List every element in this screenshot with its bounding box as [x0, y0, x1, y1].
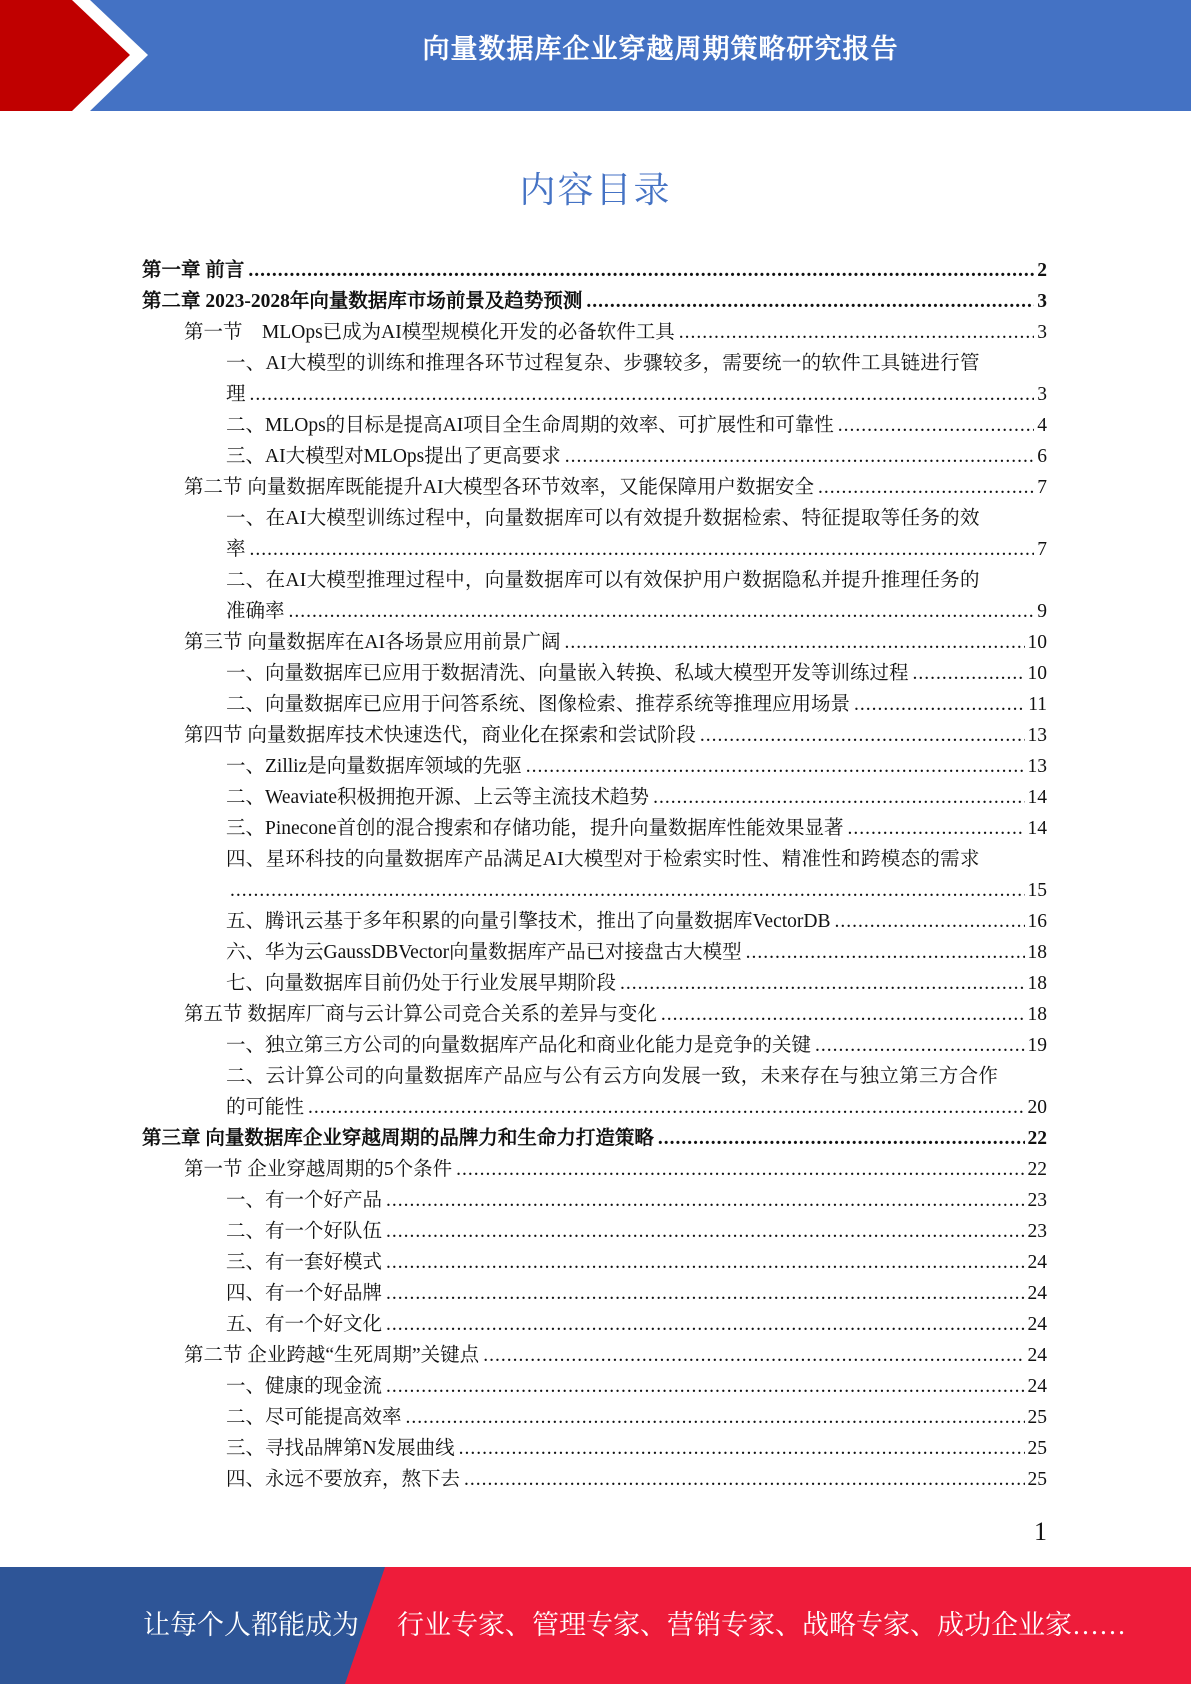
toc-entry-page-number: 24 [1027, 1376, 1047, 1397]
toc-dot-leader [526, 751, 1025, 782]
toc-dot-leader [653, 782, 1024, 813]
toc-entry-page-number: 14 [1027, 787, 1047, 808]
toc-dot-leader [483, 1340, 1024, 1371]
toc-subsection-entry[interactable] [142, 379, 1047, 410]
toc-dot-leader [586, 286, 1034, 317]
toc-dot-leader [250, 379, 1035, 410]
toc-section-entry[interactable] [142, 720, 1047, 751]
toc-entry-page-number: 3 [1037, 384, 1047, 405]
toc-subsection-entry[interactable] [142, 1092, 1047, 1123]
toc-dot-leader [230, 875, 1025, 906]
toc-subsection-entry[interactable] [142, 1030, 1047, 1061]
toc-dot-leader [746, 937, 1025, 968]
toc-chapter-entry[interactable] [142, 286, 1047, 317]
toc-dot-leader [565, 441, 1035, 472]
toc-entry-title: 一、有一个好产品 [226, 1190, 383, 1211]
toc-dot-leader [679, 317, 1035, 348]
toc-dot-leader [464, 1464, 1024, 1495]
toc-dot-leader [661, 999, 1025, 1030]
toc-entry-page-number: 11 [1028, 694, 1047, 715]
toc-subsection-entry[interactable] [142, 813, 1047, 844]
toc-entry-title: 一、向量数据库已应用于数据清洗、向量嵌入转换、私域大模型开发等训练过程 [226, 663, 909, 684]
toc-entry-lead-line: 二、在AI大模型推理过程中，向量数据库可以有效保护用户数据隐私并提升推理任务的 [226, 570, 980, 591]
toc-entry-page-number: 19 [1027, 1035, 1047, 1056]
toc-entry-page-number: 10 [1027, 663, 1047, 684]
toc-dot-leader [386, 1216, 1024, 1247]
toc-entry-page-number: 20 [1027, 1097, 1047, 1118]
toc-entry-title: 一、健康的现金流 [226, 1376, 383, 1397]
toc-entry-title: 一、Zilliz是向量数据库领域的先驱 [226, 756, 522, 777]
toc-subsection-entry[interactable] [142, 751, 1047, 782]
toc-entry-title: 第五节 数据库厂商与云计算公司竞合关系的差异与变化 [184, 1004, 657, 1025]
toc-entry-page-number: 13 [1027, 725, 1047, 746]
toc-entry-title: 四、有一个好品牌 [226, 1283, 383, 1304]
toc-dot-leader [620, 968, 1024, 999]
toc-entry-page-number: 7 [1037, 539, 1047, 560]
toc-entry-title: 第三节 向量数据库在AI各场景应用前景广阔 [184, 632, 561, 653]
toc-entry-title: 四、永远不要放弃，熬下去 [226, 1469, 461, 1490]
toc-entry-title: 二、尽可能提高效率 [226, 1407, 402, 1428]
table-of-contents [142, 255, 1047, 1495]
toc-dot-leader [854, 689, 1025, 720]
header-banner [0, 0, 1191, 111]
toc-section-entry[interactable] [142, 999, 1047, 1030]
toc-entry-title: 第一章 前言 [142, 260, 245, 281]
toc-subsection-entry[interactable] [142, 1309, 1047, 1340]
toc-entry-page-number: 15 [1027, 880, 1047, 901]
toc-dot-leader [818, 472, 1034, 503]
toc-entry-title: 二、向量数据库已应用于问答系统、图像检索、推荐系统等推理应用场景 [226, 694, 851, 715]
toc-dot-leader [913, 658, 1025, 689]
toc-dot-leader [386, 1185, 1024, 1216]
toc-entry-page-number: 3 [1037, 291, 1047, 312]
report-title: 向量数据库企业穿越周期策略研究报告 [422, 34, 899, 65]
toc-entry-page-number: 18 [1027, 1004, 1047, 1025]
toc-dot-leader [386, 1309, 1024, 1340]
toc-entry-title: 七、向量数据库目前仍处于行业发展早期阶段 [226, 973, 617, 994]
footer-slogan-left: 让每个人都能成为 [143, 1610, 359, 1640]
toc-section-entry[interactable] [142, 627, 1047, 658]
toc-subsection-entry[interactable] [142, 968, 1047, 999]
toc-subsection-entry[interactable] [142, 1216, 1047, 1247]
toc-entry-title: 第三章 向量数据库企业穿越周期的品牌力和生命力打造策略 [142, 1128, 654, 1149]
toc-entry-page-number: 24 [1027, 1283, 1047, 1304]
toc-subsection-entry[interactable] [142, 906, 1047, 937]
toc-entry-page-number: 13 [1027, 756, 1047, 777]
toc-dot-leader [564, 627, 1024, 658]
toc-dot-leader [700, 720, 1025, 751]
toc-heading: 内容目录 [519, 170, 672, 211]
toc-subsection-entry[interactable] [142, 689, 1047, 720]
toc-subsection-entry[interactable] [142, 1247, 1047, 1278]
toc-entry-page-number: 6 [1037, 446, 1047, 467]
toc-entry-page-number: 24 [1027, 1345, 1047, 1366]
toc-subsection-entry[interactable] [142, 1185, 1047, 1216]
toc-entry-page-number: 4 [1037, 415, 1047, 436]
toc-subsection-entry[interactable] [142, 1433, 1047, 1464]
toc-subsection-entry[interactable] [142, 782, 1047, 813]
toc-dot-leader [386, 1371, 1024, 1402]
header-arrow-graphic [0, 0, 160, 111]
toc-entry-title: 第一节 企业穿越周期的5个条件 [184, 1159, 453, 1180]
toc-entry-title: 第二章 2023-2028年向量数据库市场前景及趋势预测 [142, 291, 583, 312]
toc-entry-title: 三、寻找品牌第N发展曲线 [226, 1438, 455, 1459]
toc-section-entry[interactable] [142, 1154, 1047, 1185]
toc-entry-page-number: 24 [1027, 1314, 1047, 1335]
toc-entry-page-number: 14 [1027, 818, 1047, 839]
toc-entry-page-number: 22 [1027, 1128, 1047, 1149]
toc-entry-title: 的可能性 [226, 1097, 305, 1118]
toc-entry-title: 第四节 向量数据库技术快速迭代，商业化在探索和尝试阶段 [184, 725, 696, 746]
toc-entry-title: 二、Weaviate积极拥抱开源、上云等主流技术趋势 [226, 787, 650, 808]
toc-dot-leader [834, 906, 1024, 937]
toc-entry-lead-line: 二、云计算公司的向量数据库产品应与公有云方向发展一致，未来存在与独立第三方合作 [226, 1066, 999, 1087]
toc-entry-page-number: 9 [1037, 601, 1047, 622]
toc-dot-leader [838, 410, 1035, 441]
toc-section-entry[interactable] [142, 317, 1047, 348]
toc-entry-title: 六、华为云GaussDBVector向量数据库产品已对接盘古大模型 [226, 942, 742, 963]
toc-entry-lead-line: 四、星环科技的向量数据库产品满足AI大模型对于检索实时性、精准性和跨模态的需求 [226, 849, 980, 870]
arrow-fill [0, 0, 130, 111]
toc-entry-title: 第一节 MLOps已成为AI模型规模化开发的必备软件工具 [184, 322, 675, 343]
toc-dot-leader [459, 1433, 1025, 1464]
toc-entry-title: 三、AI大模型对MLOps提出了更高要求 [226, 446, 561, 467]
toc-entry-page-number: 2 [1037, 260, 1047, 281]
toc-entry-page-number: 7 [1037, 477, 1047, 498]
toc-dot-leader [308, 1092, 1024, 1123]
toc-entry-title: 二、有一个好队伍 [226, 1221, 383, 1242]
toc-dot-leader [386, 1247, 1024, 1278]
toc-entry-page-number: 3 [1037, 322, 1047, 343]
toc-dot-leader [289, 596, 1035, 627]
toc-entry-page-number: 10 [1027, 632, 1047, 653]
toc-entry-page-number: 24 [1027, 1252, 1047, 1273]
toc-section-entry[interactable] [142, 1340, 1047, 1371]
toc-subsection-entry[interactable] [142, 1464, 1047, 1495]
toc-entry-title: 一、独立第三方公司的向量数据库产品化和商业化能力是竞争的关键 [226, 1035, 812, 1056]
toc-entry-page-number: 23 [1027, 1190, 1047, 1211]
toc-entry-page-number: 25 [1027, 1469, 1047, 1490]
toc-entry-page-number: 23 [1027, 1221, 1047, 1242]
toc-subsection-entry[interactable] [142, 441, 1047, 472]
toc-subsection-entry[interactable] [142, 1402, 1047, 1433]
toc-dot-leader [250, 534, 1035, 565]
toc-subsection-entry[interactable] [142, 658, 1047, 689]
toc-entry-page-number: 25 [1027, 1438, 1047, 1459]
toc-dot-leader [248, 255, 1034, 286]
toc-entry-title: 准确率 [226, 601, 285, 622]
toc-subsection-entry[interactable] [142, 596, 1047, 627]
toc-entry-page-number: 18 [1027, 973, 1047, 994]
toc-entry-page-number: 25 [1027, 1407, 1047, 1428]
toc-entry-page-number: 16 [1027, 911, 1047, 932]
toc-dot-leader [406, 1402, 1025, 1433]
toc-entry-title: 第二节 企业跨越“生死周期”关键点 [184, 1345, 480, 1366]
toc-entry-title: 二、MLOps的目标是提高AI项目全生命周期的效率、可扩展性和可靠性 [226, 415, 834, 436]
toc-entry-title: 三、Pinecone首创的混合搜索和存储功能，提升向量数据库性能效果显著 [226, 818, 844, 839]
toc-entry-title: 五、腾讯云基于多年积累的向量引擎技术，推出了向量数据库VectorDB [226, 911, 831, 932]
toc-entry-page-number: 22 [1027, 1159, 1047, 1180]
toc-entry-lead-line: 一、在AI大模型训练过程中，向量数据库可以有效提升数据检索、特征提取等任务的效 [226, 508, 980, 529]
toc-chapter-entry[interactable] [142, 1123, 1047, 1154]
toc-dot-leader [386, 1278, 1024, 1309]
toc-entry-title: 三、有一套好模式 [226, 1252, 383, 1273]
toc-dot-leader [815, 1030, 1024, 1061]
footer-slogan-right: 行业专家、管理专家、营销专家、战略专家、成功企业家…… [397, 1610, 1126, 1640]
toc-entry-title: 五、有一个好文化 [226, 1314, 383, 1335]
toc-subsection-entry[interactable] [142, 937, 1047, 968]
footer-banner [0, 1567, 1191, 1684]
toc-chapter-entry[interactable] [142, 255, 1047, 286]
toc-subsection-entry[interactable] [142, 534, 1047, 565]
toc-dot-leader [658, 1123, 1025, 1154]
toc-dot-leader [847, 813, 1024, 844]
toc-section-entry[interactable] [142, 472, 1047, 503]
toc-subsection-entry[interactable] [142, 875, 1047, 906]
toc-subsection-entry[interactable] [142, 410, 1047, 441]
toc-entry-title: 理 [226, 384, 246, 405]
toc-entry-page-number: 18 [1027, 942, 1047, 963]
toc-subsection-entry[interactable] [142, 1278, 1047, 1309]
toc-entry-title: 率 [226, 539, 246, 560]
toc-dot-leader [456, 1154, 1024, 1185]
toc-entry-lead-line: 一、AI大模型的训练和推理各环节过程复杂、步骤较多，需要统一的软件工具链进行管 [226, 353, 980, 374]
toc-entry-title: 第二节 向量数据库既能提升AI大模型各环节效率，又能保障用户数据安全 [184, 477, 814, 498]
page-number: 1 [1034, 1517, 1047, 1546]
toc-subsection-entry[interactable] [142, 1371, 1047, 1402]
